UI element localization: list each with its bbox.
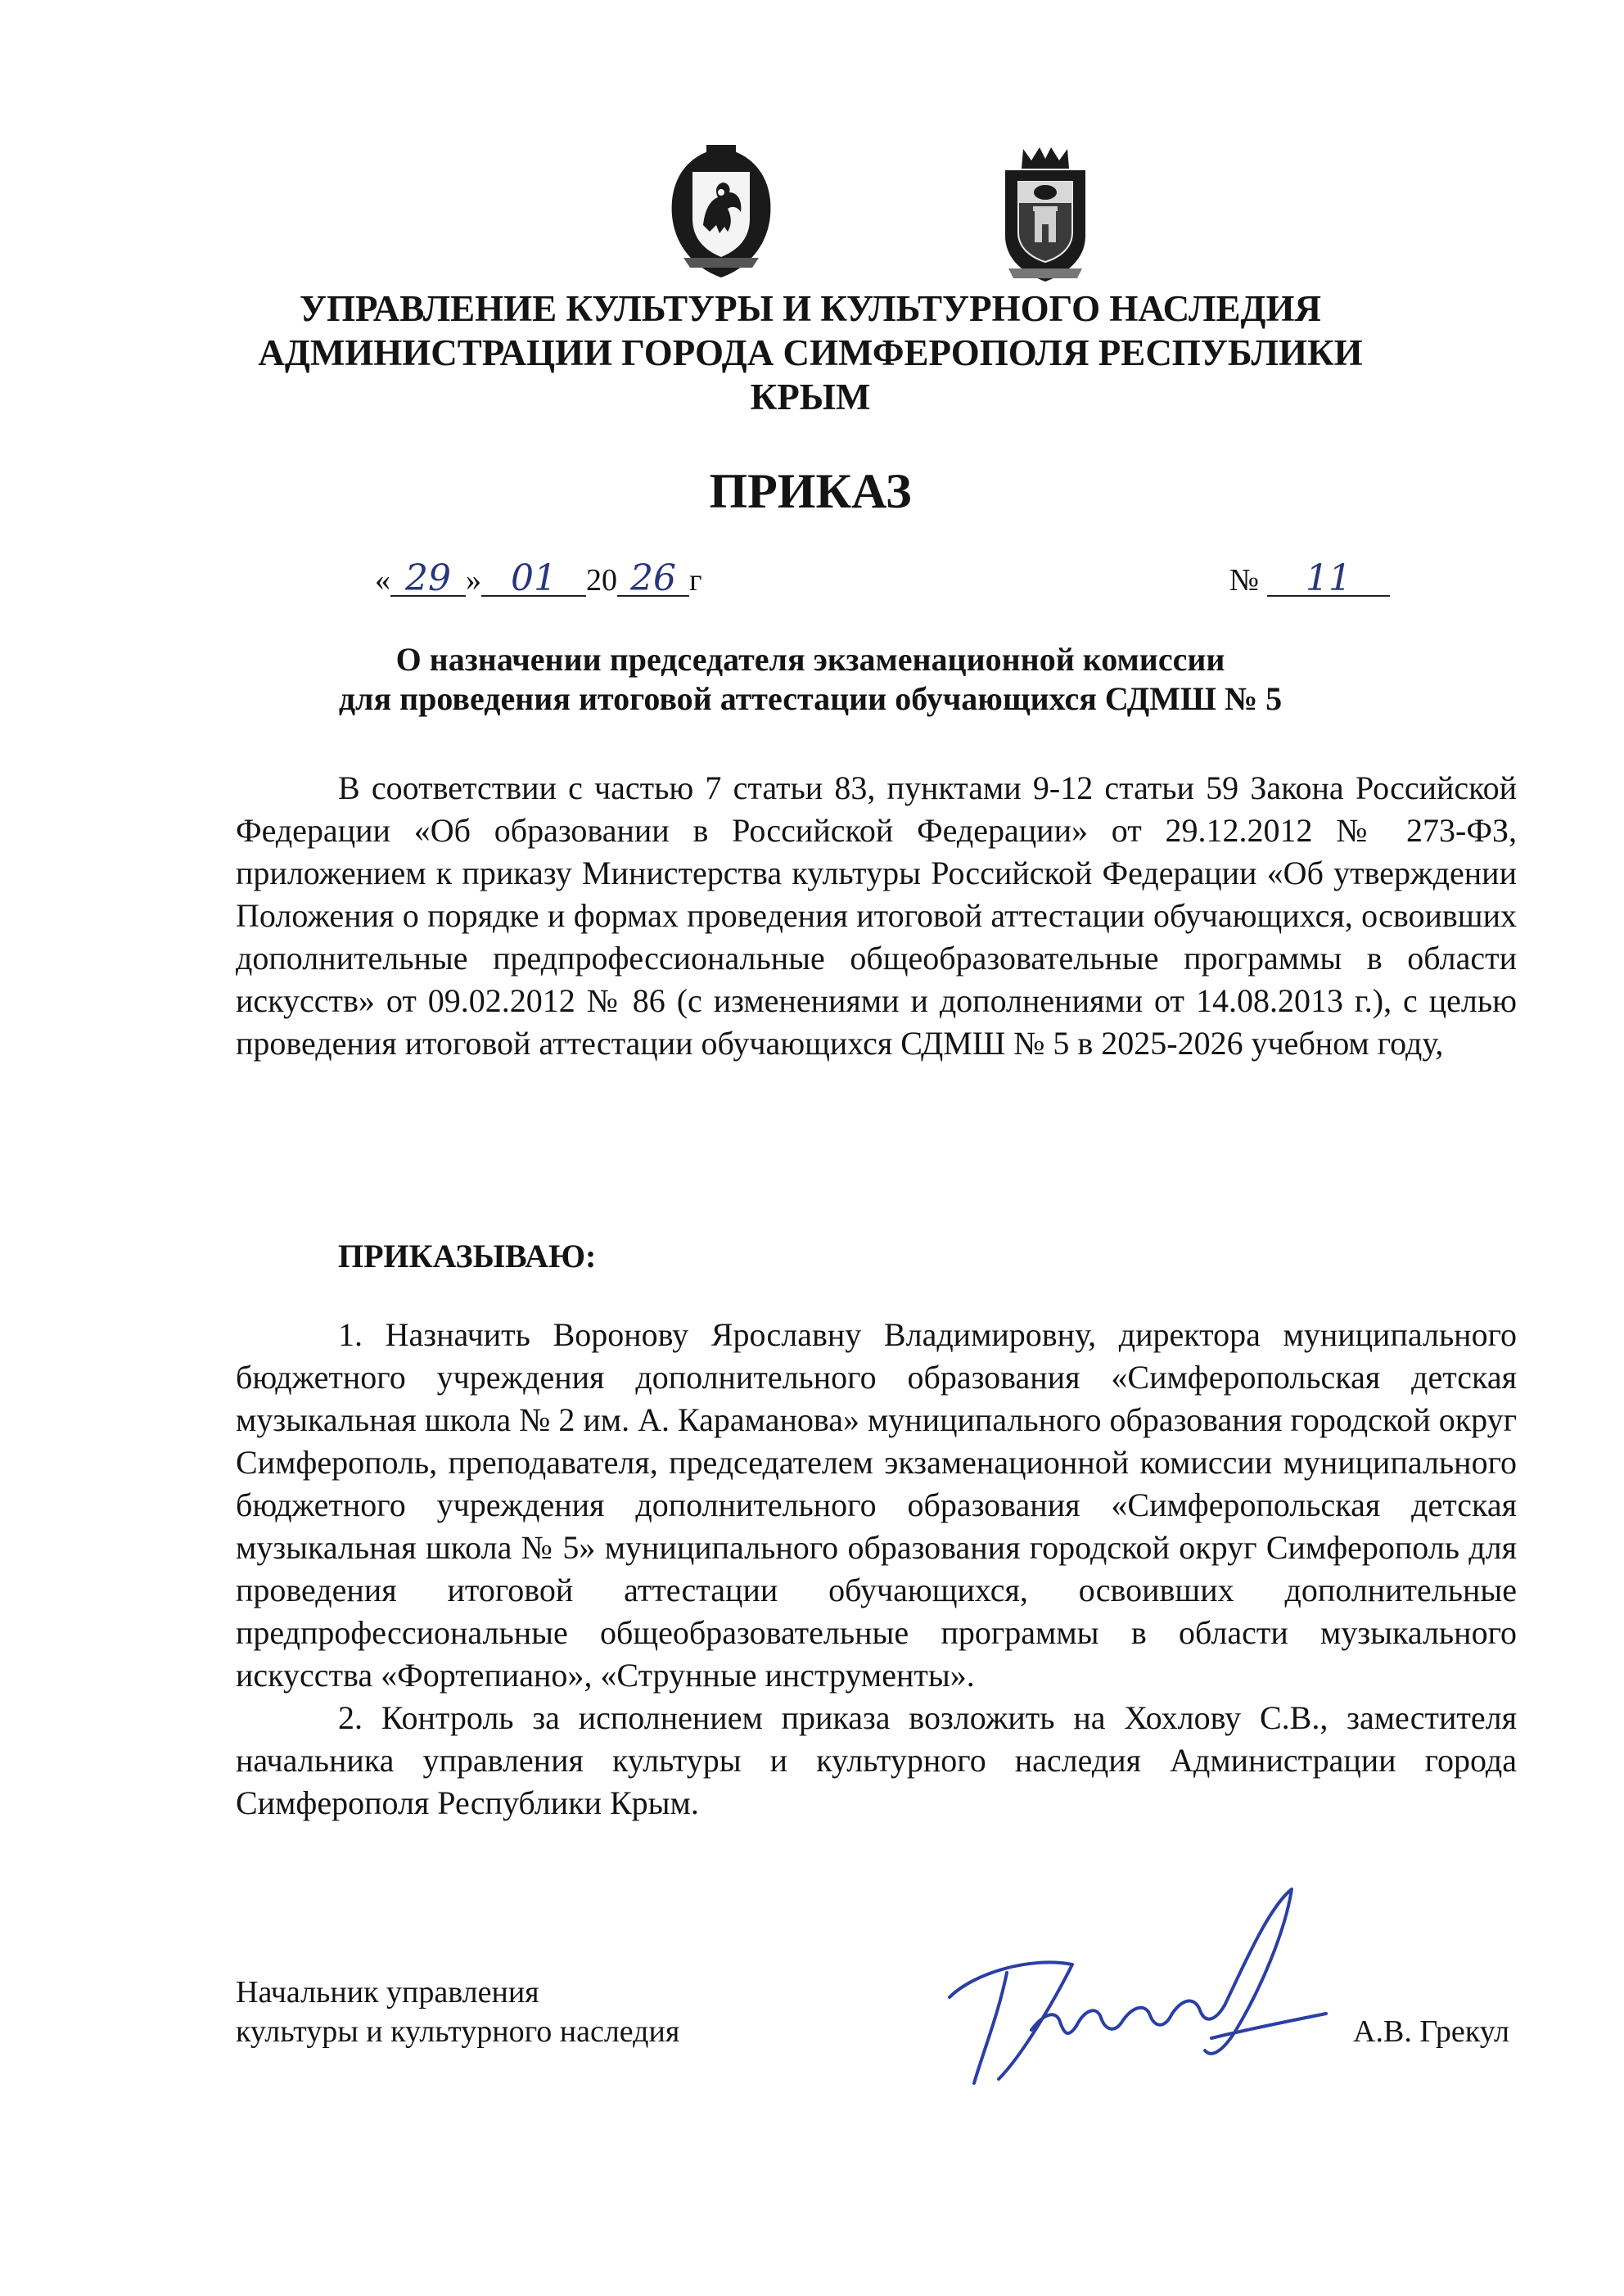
- preamble-paragraph: В соответствии с частью 7 статьи 83, пунктами 9-12 статьи 59 Закона Российской Федерации «Об образовании в Российской Федерации» от 29.12.2012 № 273-ФЗ, приложением к приказу Министерства культуры Российской Федерации «Об утверждении Положения о порядке и формах проведения итоговой аттестации обучающихся, освоивших дополнительные предпрофессиональные общеобразовательные программы в области искусств» от 09.02.2012 № 86 (с изменениями и дополнениями от 14.08.2013 г.), с целью проведения итоговой аттестации обучающихся СДМШ № 5 в 2025-2026 учебном году,: [236, 769, 1517, 1062]
- handwritten-signature-icon: [900, 1874, 1359, 2120]
- date-century: 20: [586, 563, 617, 598]
- document-title: ПРИКАЗ: [709, 464, 912, 518]
- date-day: 29: [390, 562, 466, 597]
- decree-heading: ПРИКАЗЫВАЮ:: [338, 1238, 597, 1274]
- document-date: [375, 557, 702, 599]
- date-month: 01: [481, 562, 586, 597]
- document-subject: [196, 640, 1424, 719]
- header-line-2: АДМИНИСТРАЦИИ ГОРОДА СИМФЕРОПОЛЯ РЕСПУБЛИКИ: [258, 332, 1363, 373]
- signatory-position-line-1: Начальник управления: [236, 1975, 539, 2010]
- signatory-position-line-2: культуры и культурного наследия: [236, 2014, 680, 2049]
- order-item-1: 1. Назначить Воронову Ярославну Владимировну, директора муниципального бюджетного учреждения дополнительного образования «Симферопольская детская музыкальная школа № 2 им. А. Караманова» муниципального образования городской округ Симферополь, преподавателя, председателем экзаменационной комиссии муниципального бюджетного учреждения дополнительного образования «Симферопольская детская музыкальная школа № 5» муниципального образования городской округ Симферополь для проведения итоговой аттестации обучающихся, освоивших дополнительные предпрофессиональные общеобразовательные программы в области музыкального искусства «Фортепиано», «Струнные инструменты».: [236, 1316, 1517, 1694]
- subject-line-2: для проведения итоговой аттестации обучающихся СДМШ № 5: [338, 680, 1283, 717]
- date-year-suffix: г: [689, 563, 702, 598]
- date-quote-open: «: [375, 563, 390, 598]
- header-line-3: КРЫМ: [750, 377, 871, 417]
- date-number-line: [375, 557, 1390, 611]
- crimea-coat-of-arms-icon: [667, 143, 775, 282]
- header-line-1: УПРАВЛЕНИЕ КУЛЬТУРЫ И КУЛЬТУРНОГО НАСЛЕДИЯ: [300, 288, 1321, 329]
- document-number: [1229, 557, 1390, 599]
- order-item-2: 2. Контроль за исполнением приказа возложить на Хохлову С.В., заместителя начальника управления культуры и культурного наследия Администрации города Симферополя Республики Крым.: [236, 1699, 1517, 1821]
- signatory-name: А.В. Грекул: [1353, 2014, 1509, 2049]
- signatory-position: [236, 1973, 679, 2051]
- simferopol-coat-of-arms-icon: [997, 146, 1094, 285]
- subject-line-1: О назначении председателя экзаменационной комиссии: [395, 641, 1225, 678]
- date-year: 26: [617, 562, 689, 597]
- number-label: №: [1229, 563, 1259, 598]
- date-quote-close: »: [466, 563, 481, 598]
- number-value: 11: [1267, 562, 1390, 597]
- preamble-section: [236, 767, 1517, 1065]
- organization-header: [196, 286, 1424, 419]
- order-items: [236, 1314, 1517, 1825]
